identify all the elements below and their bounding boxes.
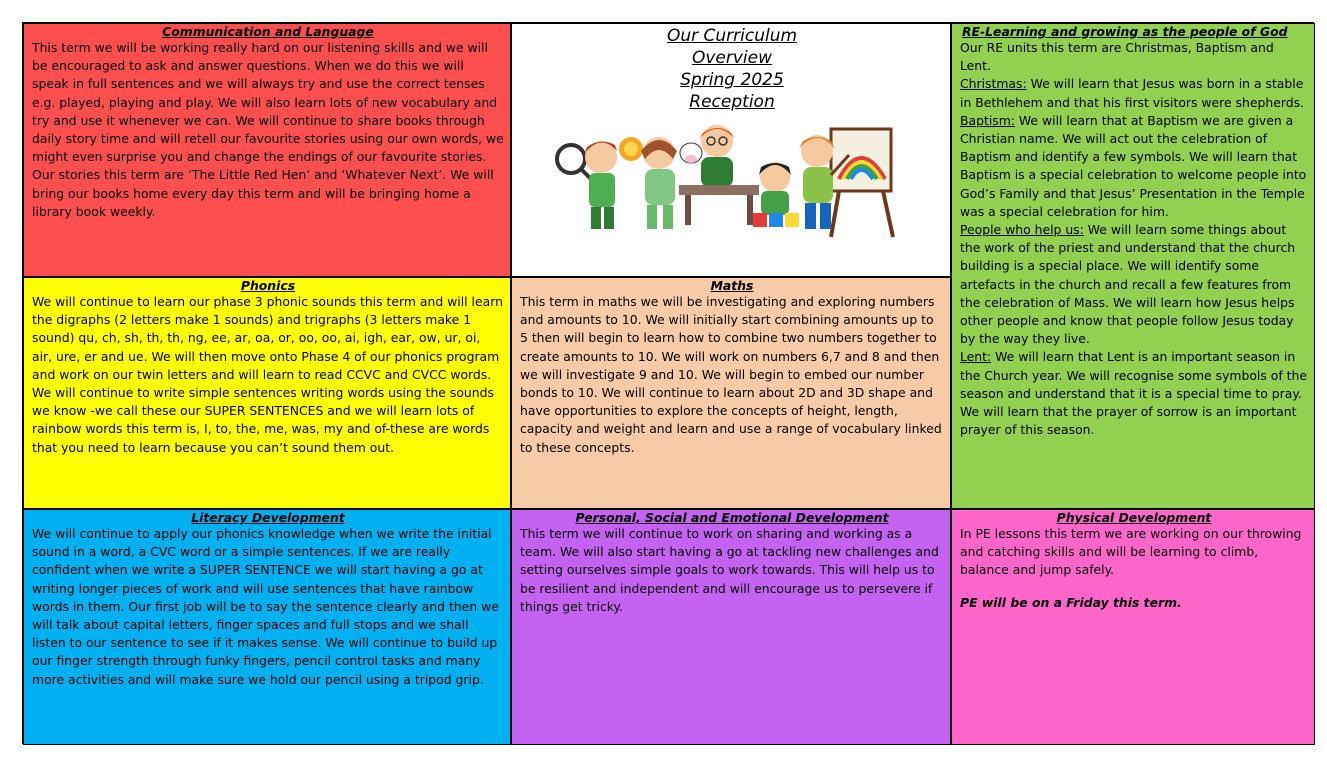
re-heading: RE-Learning and growing as the people of God <box>962 24 1288 39</box>
title-line-2: Overview <box>691 48 773 68</box>
maths-box <box>511 277 951 509</box>
communication-text: This term we will be working really hard on our listening skills and we will be encouraged to ask and answer questions. When we do this we will speak in full sentences and we will always try and use the correct tenses e.g. played, playing and play. We will also learn lots of new vocabulary and try and use it whenever we can. We will continue to share books through daily story time and will retell our favourite stories using our own words, we might even surprise you and change the endings of our favourite stories. Our stories this term are ‘The Little Red Hen’ and ‘Whatever Next’. We will bring our books home every day this term and will be bringing home a library book weekly. <box>32 40 504 219</box>
children-clipart <box>549 119 915 241</box>
curriculum-grid <box>22 22 1314 744</box>
pe-day-note: PE will be on a Friday this term. <box>960 594 1182 610</box>
psed-box <box>511 509 951 745</box>
literacy-heading: Literacy Development <box>191 510 345 525</box>
phonics-text: We will continue to learn our phase 3 phonic sounds this term and will learn the digraphs (2 letters make 1 sounds) and trigraphs (3 letters make 1 sound) qu, ch, sh, th, th, ng, ee, ar, oa, or, oo, oo, ai, igh, ear, ow, ur, oi, air, ure, er and ue. We will then move onto Phase 4 of our phonics program and work on our twin letters and will learn to read CCVC and CVCC words. We will continue to write simple sentences writing words using the sounds we know -we call these our SUPER SENTENCES and we will learn lots of rainbow words this term is, I, to, the, me, was, my and of-these are words that you need to learn because you can’t sound them out. <box>32 294 503 455</box>
physical-heading: Physical Development <box>1056 510 1212 525</box>
literacy-text: We will continue to apply our phonics knowledge when we write the initial sound in a word, a CVC word or a simple sentences. If we are really confident when we write a SUPER SENTENCE we will start having a go at writing longer pieces of work and will use sentences that have rainbow words in them. Our first job will be to say the sentence clearly and then we will talk about capital letters, finger spaces and full stops and we shall listen to our sentence to see if it makes sense. We will continue to build up our finger strength through funky fingers, pencil control tasks and many more activities and will make sure we hold our pencil using a tripod grip. <box>32 526 499 687</box>
communication-heading: Communication and Language <box>162 24 374 39</box>
re-box <box>951 23 1315 509</box>
re-helpers <box>960 221 1308 348</box>
re-lent-text: We will learn that Lent is an important season in the Church year. We will recognise some symbols of the season and understand that it is a special time to pray. We will learn that the prayer of sorrow is an important prayer of this season. <box>960 349 1307 438</box>
physical-box <box>951 509 1315 745</box>
re-helpers-text: We will learn some things about the work of the priest and understand that the church building is a special place. We will identify some artefacts in the church and recall a few features from the celebration of Mass. We will learn how Jesus helps other people and know that people follow Jesus today by the way they live. <box>960 222 1296 347</box>
re-lent-label: Lent: <box>960 349 992 365</box>
title-line-4: Reception <box>689 92 775 112</box>
communication-box <box>23 23 511 277</box>
phonics-heading: Phonics <box>240 278 296 293</box>
re-intro: Our RE units this term are Christmas, Baptism and Lent. <box>960 40 1274 74</box>
phonics-box <box>23 277 511 509</box>
psed-heading: Personal, Social and Emotional Development <box>575 510 889 525</box>
title-line-1: Our Curriculum <box>666 26 798 46</box>
re-baptism-text: We will learn that at Baptism we are given a Christian name. We will act out the celebration of Baptism and identify a few symbols. We will learn that Baptism is a special celebration to welcome people into God’s Family and that Jesus’ Presentation in the Temple was a special celebration for him. <box>960 112 1307 219</box>
psed-text: This term we will continue to work on sharing and working as a team. We will also start having a go at tackling new challenges and setting ourselves simple goals to work towards. This will help us to be resilient and independent and will encourage us to persevere if things get tricky. <box>520 526 939 614</box>
re-baptism-label: Baptism: <box>960 112 1015 128</box>
maths-heading: Maths <box>710 278 754 293</box>
re-baptism <box>960 112 1308 221</box>
re-christmas <box>960 75 1308 111</box>
literacy-box <box>23 509 511 745</box>
re-helpers-label: People who help us: <box>960 222 1084 238</box>
physical-text: In PE lessons this term we are working on our throwing and catching skills and will be learning to climb, balance and jump safely. <box>960 526 1302 578</box>
overview-box <box>511 23 951 277</box>
re-lent <box>960 348 1308 439</box>
title-line-3: Spring 2025 <box>680 70 784 90</box>
re-christmas-text: We will learn that Jesus was born in a stable in Bethlehem and that his first visitors were shepherds. <box>960 76 1304 110</box>
maths-text: This term in maths we will be investigating and exploring numbers and amounts to 10. We will initially start combining amounts up to 5 then will begin to learn how to combine two numbers together to create amounts to 10. We will work on numbers 6,7 and 8 and then we will investigate 9 and 10. We will begin to embed our number bonds to 10. We will continue to learn about 2D and 3D shape and have opportunities to explore the concepts of height, length, capacity and weight and learn and use a range of vocabulary linked to these concepts. <box>520 294 942 455</box>
re-christmas-label: Christmas: <box>960 76 1027 92</box>
